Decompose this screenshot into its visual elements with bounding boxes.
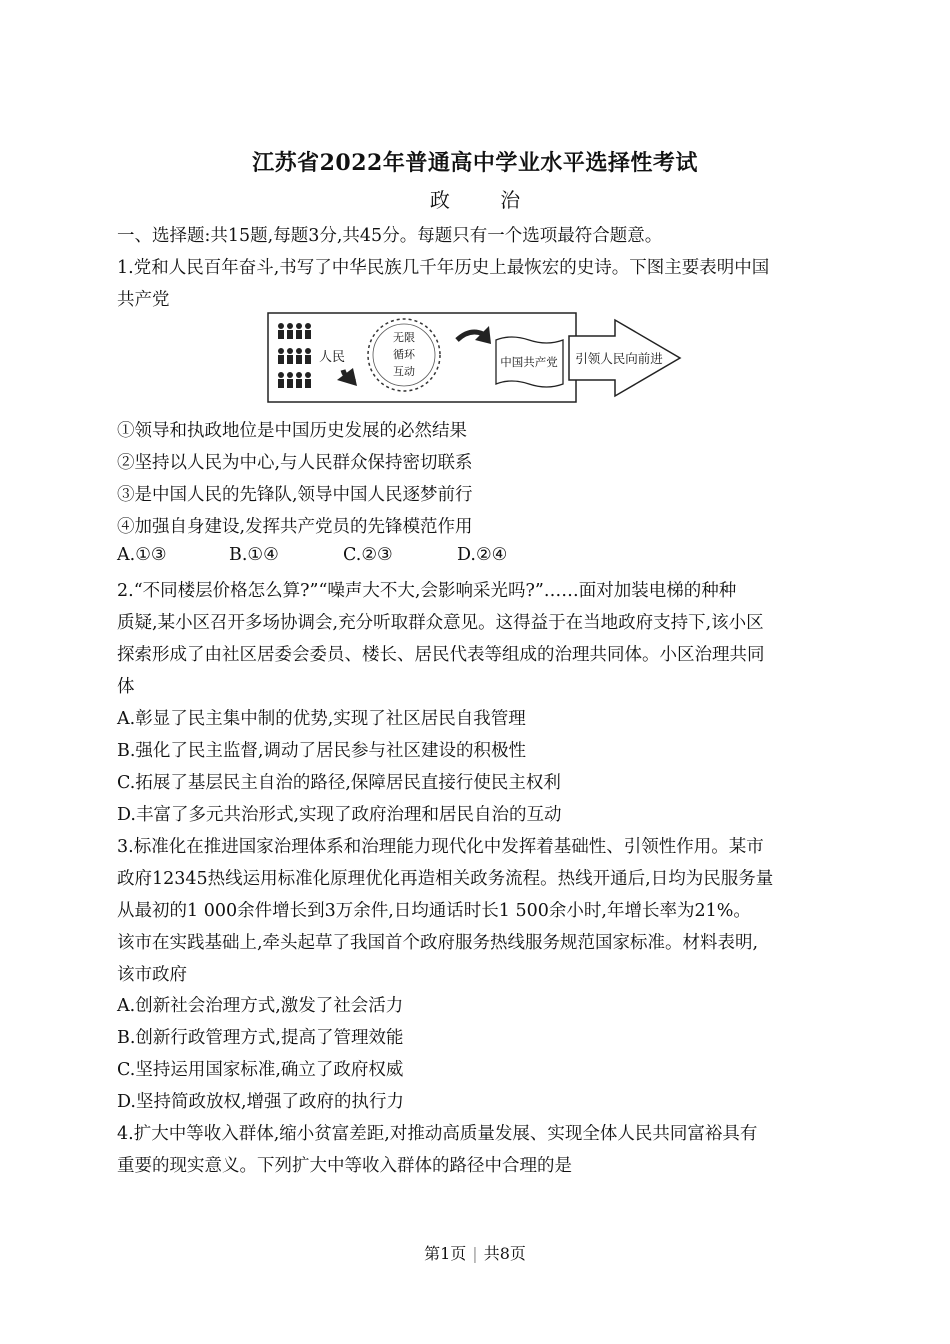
q1-statement-1: ①领导和执政地位是中国历史发展的必然结果 — [117, 421, 467, 441]
q2-stem-line-2: 质疑,某小区召开多场协调会,充分听取群众意见。这得益于在当地政府支持下,该小区 — [117, 613, 764, 633]
circle-text-2: 循环 — [393, 348, 415, 361]
q1-statement-2: ②坚持以人民为中心,与人民群众保持密切联系 — [117, 453, 473, 473]
arrow-label: 引领人民向前进 — [575, 351, 663, 366]
q3-stem-line-4: 该市在实践基础上,牵头起草了我国首个政府服务热线服务规范国家标准。材料表明, — [117, 933, 759, 953]
section-heading: 一、选择题:共15题,每题3分,共45分。每题只有一个选项最符合题意。 — [117, 226, 663, 246]
q1-option-d: D.②④ — [457, 545, 508, 565]
page-total: 共8页 — [483, 1244, 526, 1263]
q2-option-a: A.彰显了民主集中制的优势,实现了社区居民自我管理 — [117, 709, 526, 729]
party-people-diagram — [267, 312, 683, 404]
q2-stem-line-3: 探索形成了由社区居委会委员、楼长、居民代表等组成的治理共同体。小区治理共同 — [117, 645, 765, 665]
party-label: 中国共产党 — [500, 355, 558, 369]
q2-option-b: B.强化了民主监督,调动了居民参与社区建设的积极性 — [117, 741, 526, 761]
q1-statement-4: ④加强自身建设,发挥共产党员的先锋模范作用 — [117, 517, 473, 537]
q2-option-d: D.丰富了多元共治形式,实现了政府治理和居民自治的互动 — [117, 805, 562, 825]
circle-text-1: 无限 — [393, 331, 415, 344]
q1-option-a: A.①③ — [117, 545, 167, 565]
q3-option-c: C.坚持运用国家标准,确立了政府权威 — [117, 1060, 404, 1080]
page-number: 第1页 — [424, 1244, 467, 1263]
subject-title: 政 治 — [429, 188, 543, 212]
q2-option-c: C.拓展了基层民主自治的路径,保障居民直接行使民主权利 — [117, 773, 561, 793]
page-footer — [0, 1241, 950, 1264]
circle-text-3: 互动 — [393, 365, 415, 378]
q3-stem-line-2: 政府12345热线运用标准化原理优化再造相关政务流程。热线开通后,日均为民服务量 — [117, 869, 774, 889]
q3-option-d: D.坚持简政放权,增强了政府的执行力 — [117, 1092, 405, 1112]
people-group-icon — [278, 323, 311, 388]
q4-stem-line-1: 4.扩大中等收入群体,缩小贫富差距,对推动高质量发展、实现全体人民共同富裕具有 — [117, 1124, 758, 1144]
q1-option-b: B.①④ — [229, 545, 279, 565]
q1-option-c: C.②③ — [343, 545, 393, 565]
people-label: 人民 — [319, 350, 346, 365]
q3-stem-line-5: 该市政府 — [117, 965, 187, 985]
q1-statement-3: ③是中国人民的先锋队,领导中国人民逐梦前行 — [117, 485, 473, 505]
q3-stem-line-3: 从最初的1 000余件增长到3万余件,日均通话时长1 500余小时,年增长率为21%。 — [117, 901, 751, 921]
q3-option-a: A.创新社会治理方式,激发了社会活力 — [117, 996, 404, 1016]
q3-option-b: B.创新行政管理方式,提高了管理效能 — [117, 1028, 404, 1048]
q1-stem-line-2: 共产党 — [117, 290, 170, 310]
q2-stem-line-4: 体 — [117, 677, 135, 697]
q4-stem-line-2: 重要的现实意义。下列扩大中等收入群体的路径中合理的是 — [117, 1156, 572, 1176]
q3-stem-line-1: 3.标准化在推进国家治理体系和治理能力现代化中发挥着基础性、引领性作用。某市 — [117, 837, 764, 857]
q2-stem-line-1: 2.“不同楼层价格怎么算?”“噪声大不大,会影响采光吗?”……面对加装电梯的种种 — [117, 581, 737, 601]
footer-separator: | — [472, 1244, 478, 1263]
page-title: 江苏省2022年普通高中学业水平选择性考试 — [252, 150, 698, 176]
q1-stem-line-1: 1.党和人民百年奋斗,书写了中华民族几千年历史上最恢宏的史诗。下图主要表明中国 — [117, 258, 770, 278]
